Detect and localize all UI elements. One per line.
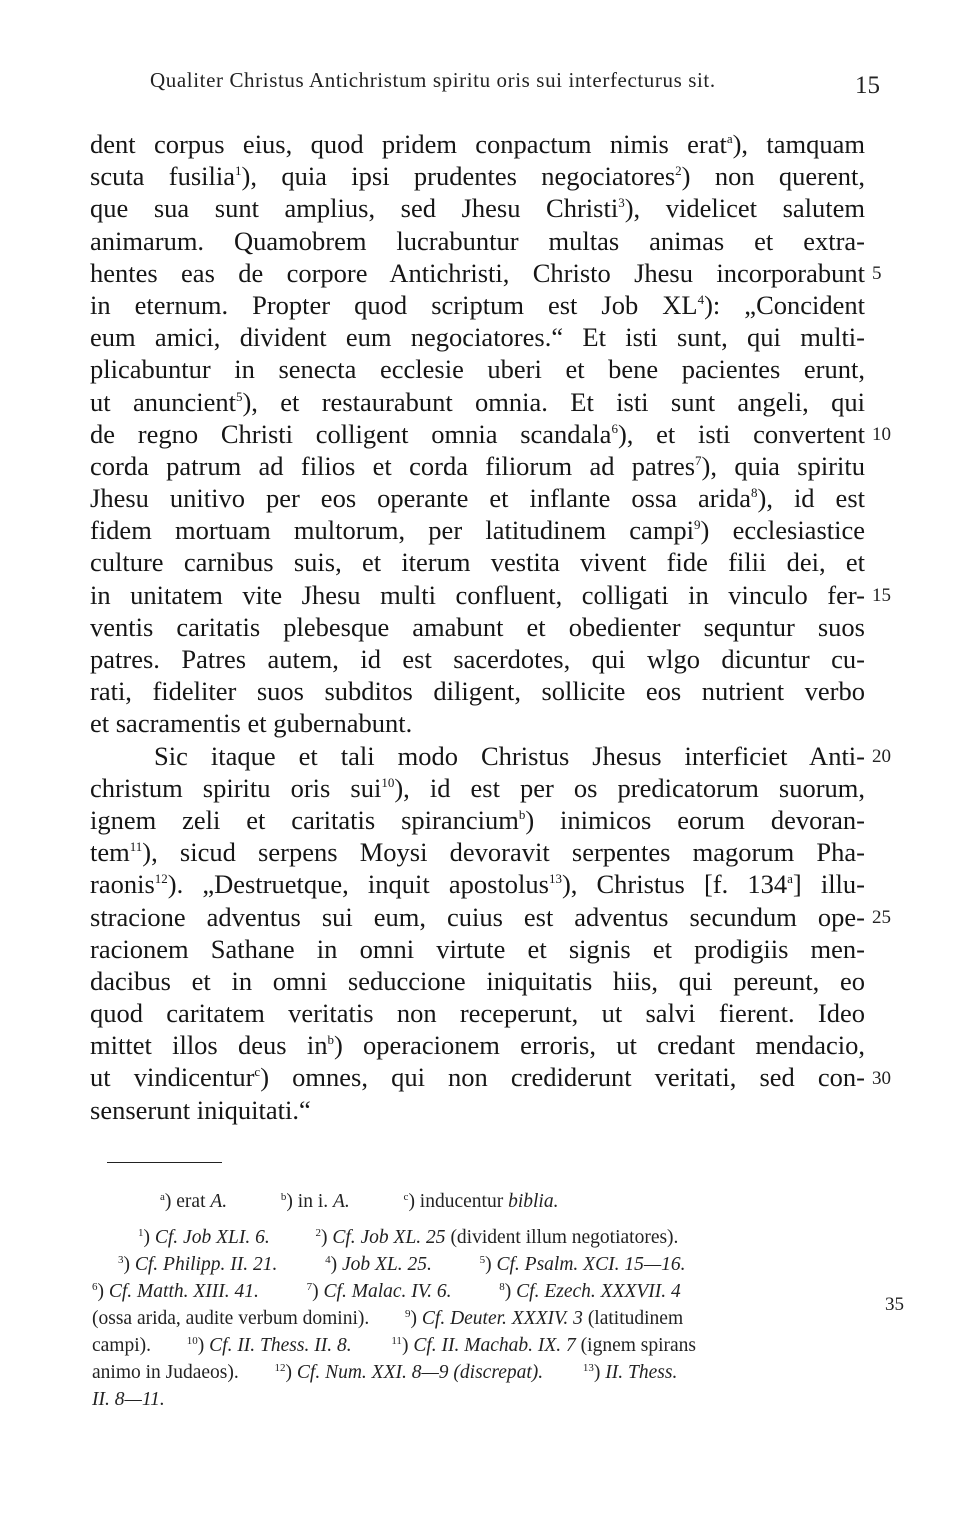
line-number-marker: 25 xyxy=(872,907,891,928)
text-line: ignem zeli et caritatis spirancium$^b$) inimicos eorum devoran- xyxy=(90,804,865,835)
running-title: Qualiter Christus Antichristum spiritu oris sui interfecturus sit. xyxy=(150,68,716,92)
text-line: dacibus et in omni seduccione iniquitatis hiis, qui pereunt, eo xyxy=(90,965,865,996)
text-line: Sic itaque et tali modo Christus Jhesus interficiet Anti- xyxy=(154,740,865,771)
text-line: fidem mortuam multorum, per latitudinem campi$^9$) ecclesiastice xyxy=(90,515,866,546)
footnote-line: $^1$) Cf. Job XLI. 6. $^2$) Cf. Job XL. 25 (divident illum negotiatores). xyxy=(138,1227,679,1248)
footnote-line: animo in Judaeos). $^{12}$) Cf. Num. XXI. 8—9 (discrepat). $^{13}$) II. Thess. xyxy=(92,1362,678,1383)
text-line: tem$^{11}$), sicud serpens Moysi devoravit serpentes magorum Pha- xyxy=(90,837,865,868)
text-line: quod caritatem veritatis non receperunt, ut salvi fierent. Ideo xyxy=(90,998,865,1029)
text-line: ventis caritatis plebesque amabunt et obedienter sequntur suos xyxy=(90,611,865,642)
text-line: in eternum. Propter quod scriptum est Job $XL^4$): „Concident xyxy=(90,289,865,320)
text-line: plicabuntur in senecta ecclesie uberi et bene pacientes erunt, xyxy=(90,354,865,385)
footnote-line: $^3$) Cf. Philipp. II. 21. $^4$) Job XL. 25. $^5$) Cf. Psalm. XCI. 15—16. xyxy=(118,1254,686,1275)
footnote-separator xyxy=(107,1162,222,1163)
text-line: Jhesu unitivo per eos operante et inflante ossa arida$^8$), id est xyxy=(90,483,865,514)
text-line: patres. Patres autem, id est sacerdotes, qui wlgo dicuntur cu- xyxy=(90,644,865,674)
line-number-marker: 20 xyxy=(872,746,891,767)
footnote-line: $^6$) Cf. Matth. XIII. 41. $^7$) Cf. Malac. IV. 6. $^8$) Cf. Ezech. XXXVII. 4 xyxy=(92,1281,681,1302)
line-number-marker: 35 xyxy=(885,1294,904,1315)
main-text xyxy=(90,128,865,1126)
page-number: 15 xyxy=(855,72,880,99)
text-line: mittet illos deus $in^b$) operacionem erroris, ut credant mendacio, xyxy=(90,1030,865,1061)
text-line: senserunt iniquitati.“ xyxy=(90,1094,311,1125)
line-number-marker: 5 xyxy=(872,263,882,284)
footnote-line: (ossa arida, audite verbum domini). $^9$) Cf. Deuter. XXXIV. 3 (latitudinem xyxy=(92,1308,684,1329)
text-line: raonis$^{12}$). „Destruetque, inquit apostolus$^{13}$), Christus [f. 134$^a$] illu- xyxy=(90,869,865,900)
text-line: stracione adventus sui eum, cuius est adventus secundum ope- xyxy=(90,901,865,932)
text-line: racionem Sathane in omni virtute et signis et prodigiis men- xyxy=(90,933,865,964)
text-line: christum spiritu oris sui$^{10}$), id est per os predicatorum suorum, xyxy=(90,772,865,803)
text-line: que sua sunt amplius, sed Jhesu Christi$^3$), videlicet salutem xyxy=(90,193,865,224)
text-line: rati, fideliter suos subditos diligent, sollicite eos nutrient verbo xyxy=(90,676,865,707)
apparatus-line: $^a$) erat A. $^b$) in i. A. $^c$) inducentur biblia. xyxy=(160,1191,559,1212)
text-line: ut anuncient$^5$), et restaurabunt omnia. Et isti sunt angeli, qui xyxy=(90,386,865,417)
text-line: ut vindicentur$^c$) omnes, qui non crediderunt veritati, sed con- xyxy=(90,1062,865,1093)
line-number-marker: 15 xyxy=(872,585,891,606)
text-line: et sacramentis et gubernabunt. xyxy=(90,708,413,739)
text-line: animarum. Quamobrem lucrabuntur multas animas et extra- xyxy=(90,225,865,256)
text-line: in unitatem vite Jhesu multi confluent, colligati in vinculo fer- xyxy=(90,579,865,610)
text-line: dent corpus eius, quod pridem conpactum nimis erat$^a$), tamquam xyxy=(90,129,865,159)
line-number-marker: 30 xyxy=(872,1068,891,1089)
text-line: scuta fusilia$^1$), quia ipsi prudentes negociatores$^2$) non querent, xyxy=(90,161,866,192)
text-line: eum amici, divident eum negociatores.“ Et isti sunt, qui multi- xyxy=(90,322,865,353)
footnote-line: campi). $^{10}$) Cf. II. Thess. II. 8. $^{11}$) Cf. II. Machab. IX. 7 (ignem spirans xyxy=(92,1335,697,1356)
footnotes xyxy=(92,1188,872,1413)
line-number-marker: 10 xyxy=(872,424,891,445)
text-line: culture carnibus suis, et iterum vestita vivent fide filii dei, et xyxy=(90,547,865,578)
footnote-line: II. 8—11. xyxy=(92,1389,165,1410)
text-line: corda patrum ad filios et corda filiorum ad patres$^7$), quia spiritu xyxy=(90,450,865,481)
text-line: hentes eas de corpore Antichristi, Christo Jhesu incorporabunt xyxy=(90,257,865,288)
text-line: de regno Christi colligent omnia scandala$^6$), et isti convertent xyxy=(90,418,865,449)
